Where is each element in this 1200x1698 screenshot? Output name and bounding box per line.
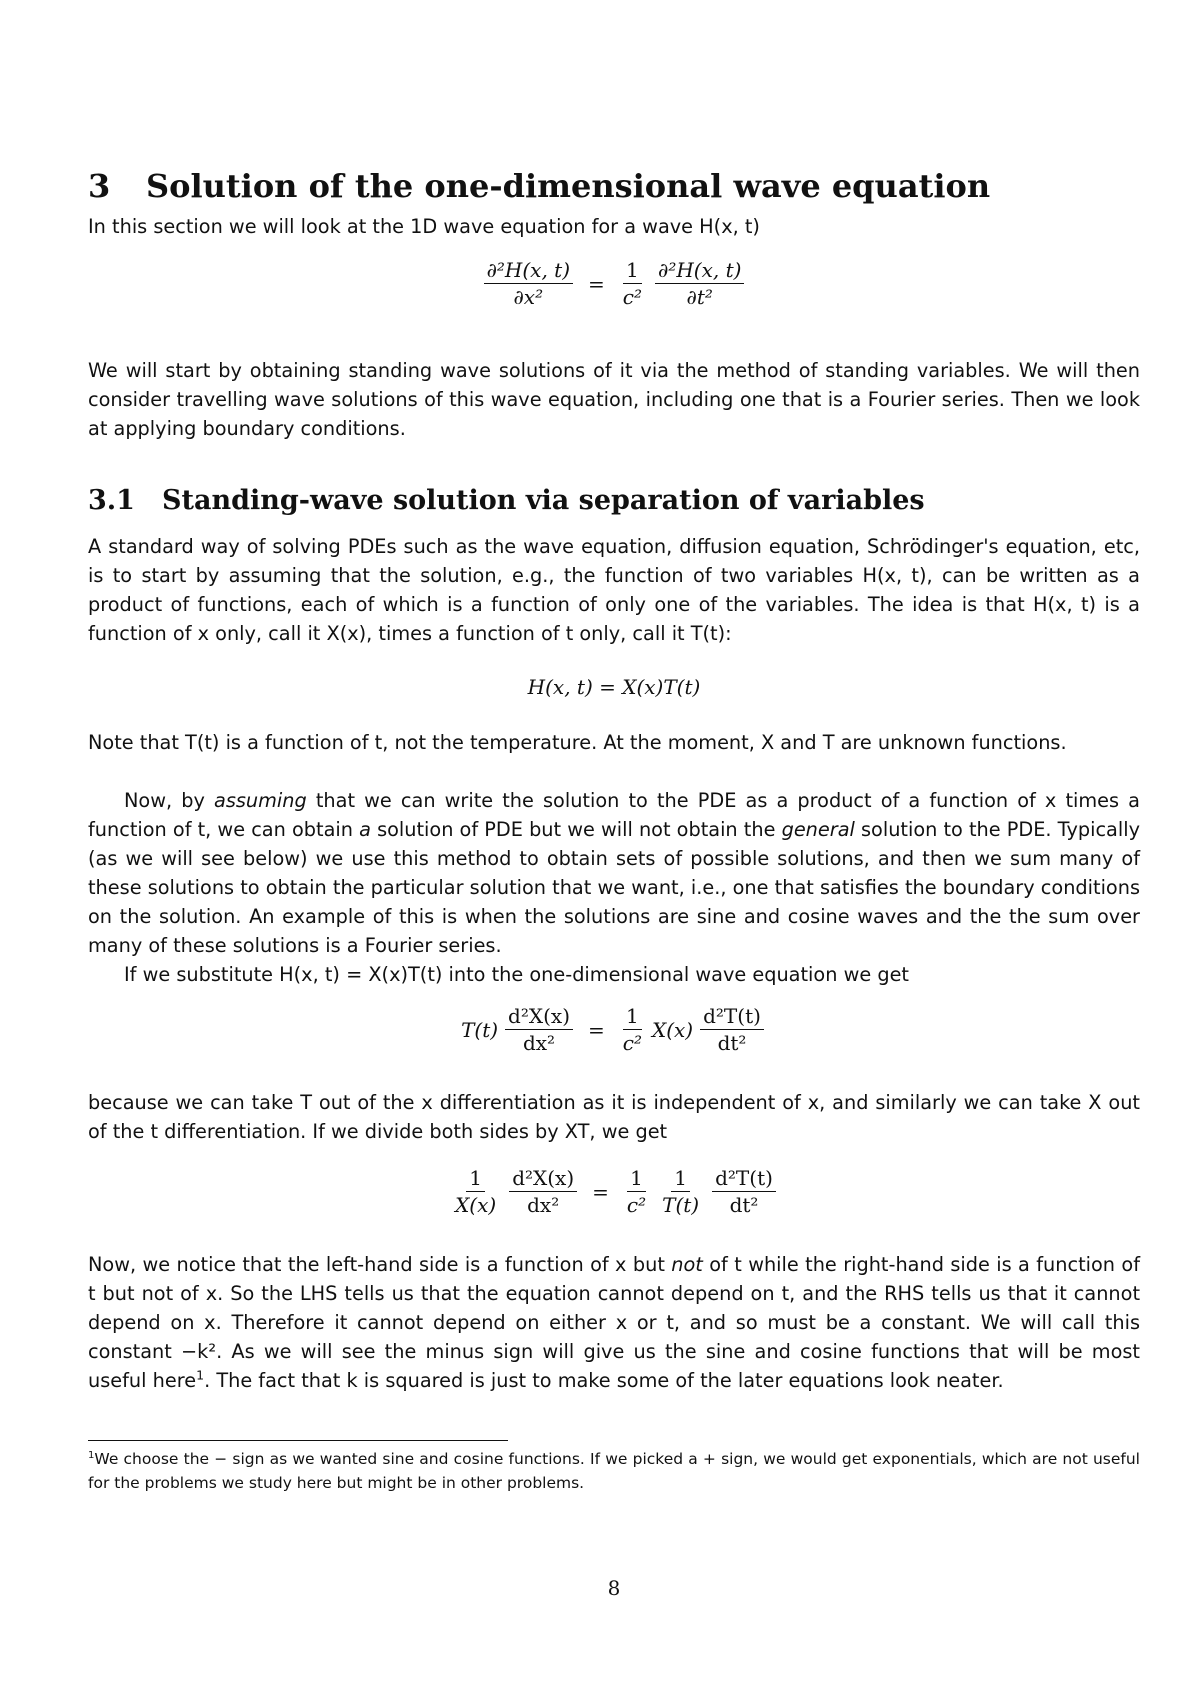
eq4-f2-den: dx² [527,1193,560,1217]
eq4-f3-den: c² [626,1193,647,1217]
eq4-f3-num: 1 [627,1166,646,1192]
para4-d: solution to the PDE. Typically (as we will see below) we use this method to obtain sets of possible solutions, and then we sum many of these solutions to obtain the particular solution that we want, i.e., one that satisfies the boundary conditions on the solution. An example of this is when the solutions are sine and cosine waves and the the sum over many of these solutions is a Fourier series. [88,818,1141,957]
eq3-rhs-den: dt² [717,1031,747,1055]
para7-a: Now, we notice that the left-hand side is a function of x but [88,1253,672,1276]
subsection-title: Standing-wave solution via separation of variables [162,485,925,516]
equation-divided [88,1166,1140,1217]
paragraph-constant [88,1250,1140,1395]
para7-c: . The fact that k is squared is just to make some of the later equations look neater. [204,1369,1004,1392]
eq1-coef-num: 1 [623,258,642,284]
para4-b: that we can write the solution to the PDE as a product of a function of x times a function of t, we can obtain [88,789,1140,841]
eq1-lhs-num: ∂²H(x, t) [484,258,573,284]
eq1-lhs-den: ∂x² [513,285,544,309]
eq3-coef-num: 1 [623,1004,642,1030]
eq3-coef-den: c² [622,1031,642,1055]
eq3-pre: T(t) [461,1017,499,1042]
emphasis-not: not [671,1253,703,1276]
eq1-equals: = [588,271,605,296]
para7-b: of t while the right-hand side is a function of t but not of x. So the LHS tells us that the equation cannot depend on t, and the RHS tells us that it cannot depend on x. Therefore it cannot depend on either x or t, and so must be a constant. We will call this constant −k². As we will see the minus sign will give us the sine and cosine functions that will be most useful here [88,1253,1140,1392]
footnote-mark: 1 [88,1449,95,1461]
eq1-rhs-den: ∂t² [686,285,713,309]
eq3-equals: = [588,1017,605,1042]
para4-a: Now, by [124,789,215,812]
footnote-text: We choose the − sign as we wanted sine and cosine functions. If we picked a + sign, we would get exponentials, which are not useful for the problems we study here but might be in other problems. [88,1450,1140,1492]
paragraph-divide: because we can take T out of the x differentiation as it is independent of x, and similarly we can take X out of the t differentiation. If we divide both sides by XT, we get [88,1091,1140,1143]
eq4-f4-den: T(t) [662,1193,700,1217]
intro-text: In this section we will look at the 1D wave equation for a wave H(x, t) [88,215,760,238]
eq4-f5-den: dt² [729,1193,759,1217]
section-number: 3 [88,167,111,205]
paragraph-overview: We will start by obtaining standing wave solutions of it via the method of standing variables. We will then consider travelling wave solutions of this wave equation, including one that is a Fourier series. Then we look at applying boundary conditions. [88,359,1140,440]
paragraph-assumption [88,786,1140,960]
subsection-heading [88,485,925,516]
eq3-lhs-num: d²X(x) [505,1004,573,1030]
eq3-lhs-den: dx² [522,1031,556,1055]
section-heading [88,167,990,205]
eq3-rhs-num: d²T(t) [700,1004,764,1030]
eq4-f1-den: X(x) [455,1193,497,1217]
page-number: 8 [607,1576,621,1600]
footnote-marker[interactable]: 1 [196,1367,205,1383]
equation-wave [88,258,1140,309]
section-title: Solution of the one-dimensional wave equation [146,167,991,205]
equation-product: H(x, t) = X(x)T(t) [527,675,701,699]
footnote-rule [88,1440,508,1441]
eq1-coef-den: c² [622,285,642,309]
eq4-f4-num: 1 [671,1166,690,1192]
para4-c: solution of PDE but we will not obtain the [370,818,782,841]
equation-substituted [88,1004,1140,1055]
eq3-mid: X(x) [651,1017,694,1042]
emphasis-a: a [359,818,371,841]
paragraph-note: Note that T(t) is a function of t, not the temperature. At the moment, X and T are unknown functions. [88,731,1067,754]
eq4-equals: = [592,1179,609,1204]
subsection-number: 3.1 [88,485,135,516]
eq4-f5-num: d²T(t) [712,1166,776,1192]
footnote [88,1447,1140,1495]
paragraph-separation: A standard way of solving PDEs such as the wave equation, diffusion equation, Schrödinger's equation, etc, is to start by assuming that the solution, e.g., the function of two variables H(x, t), can be written as a product of functions, each of which is a function of only one of the variables. The idea is that H(x, t) is a function of x only, call it X(x), times a function of t only, call it T(t): [88,535,1140,645]
emphasis-general: general [781,818,855,841]
eq4-f1-num: 1 [466,1166,485,1192]
eq4-f2-num: d²X(x) [509,1166,577,1192]
paragraph-substitute: If we substitute H(x, t) = X(x)T(t) into the one-dimensional wave equation we get [124,963,909,986]
emphasis-assuming: assuming [214,789,307,812]
eq1-rhs-num: ∂²H(x, t) [655,258,744,284]
